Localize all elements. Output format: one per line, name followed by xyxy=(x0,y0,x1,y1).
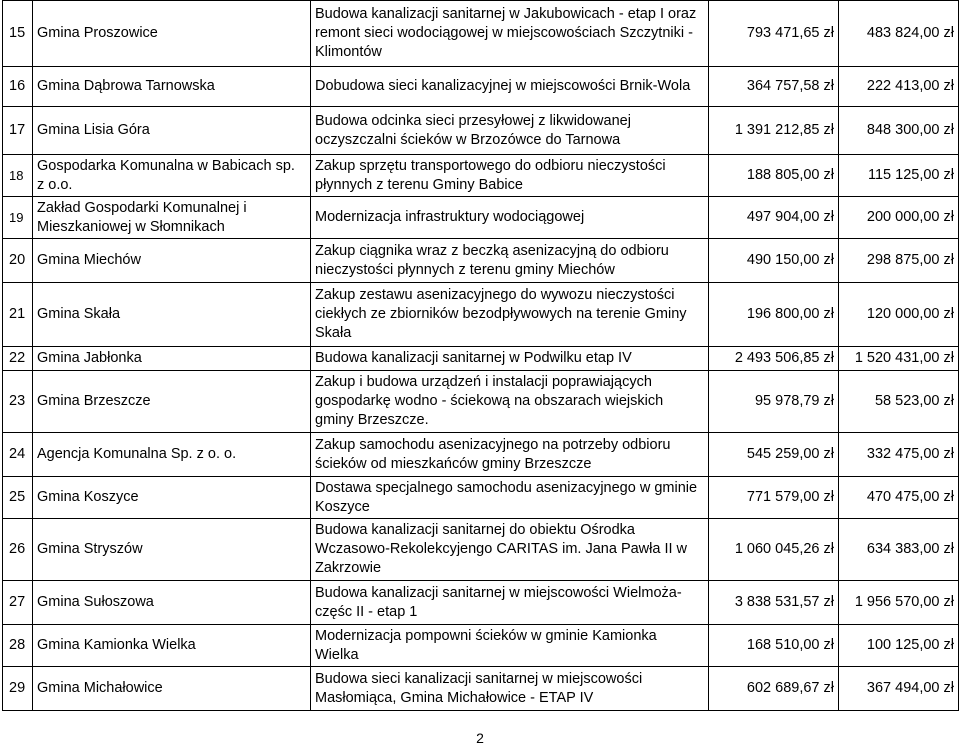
funding-table xyxy=(2,0,959,711)
grant-amount: 200 000,00 zł xyxy=(839,197,959,239)
row-number: 17 xyxy=(3,107,33,155)
row-number: 15 xyxy=(3,1,33,67)
beneficiary-name: Gmina Stryszów xyxy=(33,519,311,581)
table-row xyxy=(3,283,959,347)
row-number: 24 xyxy=(3,433,33,477)
task-description: Dobudowa sieci kanalizacyjnej w miejscowości Brnik-Wola xyxy=(311,67,709,107)
table-row xyxy=(3,371,959,433)
beneficiary-name: Gmina Kamionka Wielka xyxy=(33,625,311,667)
row-number: 18 xyxy=(3,155,33,197)
total-cost: 1 060 045,26 zł xyxy=(709,519,839,581)
grant-amount: 115 125,00 zł xyxy=(839,155,959,197)
table-row xyxy=(3,581,959,625)
table-row xyxy=(3,625,959,667)
task-description: Budowa odcinka sieci przesyłowej z likwidowanej oczyszczalni ścieków w Brzozówce do Tarnowa xyxy=(311,107,709,155)
total-cost: 490 150,00 zł xyxy=(709,239,839,283)
grant-amount: 1 956 570,00 zł xyxy=(839,581,959,625)
beneficiary-name: Gmina Miechów xyxy=(33,239,311,283)
grant-amount: 298 875,00 zł xyxy=(839,239,959,283)
grant-amount: 848 300,00 zł xyxy=(839,107,959,155)
row-number: 23 xyxy=(3,371,33,433)
table-row xyxy=(3,107,959,155)
beneficiary-name: Gmina Koszyce xyxy=(33,477,311,519)
table-row xyxy=(3,239,959,283)
task-description: Zakup i budowa urządzeń i instalacji poprawiających gospodarkę wodno - ściekową na obszarach wiejskich gminy Brzeszcze. xyxy=(311,371,709,433)
total-cost: 3 838 531,57 zł xyxy=(709,581,839,625)
table-row xyxy=(3,67,959,107)
grant-amount: 222 413,00 zł xyxy=(839,67,959,107)
grant-amount: 634 383,00 zł xyxy=(839,519,959,581)
total-cost: 168 510,00 zł xyxy=(709,625,839,667)
table-row xyxy=(3,519,959,581)
grant-amount: 470 475,00 zł xyxy=(839,477,959,519)
total-cost: 771 579,00 zł xyxy=(709,477,839,519)
total-cost: 545 259,00 zł xyxy=(709,433,839,477)
row-number: 28 xyxy=(3,625,33,667)
grant-amount: 1 520 431,00 zł xyxy=(839,347,959,371)
page-number: 2 xyxy=(476,730,484,746)
task-description: Budowa sieci kanalizacji sanitarnej w miejscowości Masłomiąca, Gmina Michałowice - ETAP IV xyxy=(311,667,709,711)
table-row xyxy=(3,155,959,197)
grant-amount: 100 125,00 zł xyxy=(839,625,959,667)
beneficiary-name: Gmina Jabłonka xyxy=(33,347,311,371)
row-number: 19 xyxy=(3,197,33,239)
task-description: Zakup sprzętu transportowego do odbioru nieczystości płynnych z terenu Gminy Babice xyxy=(311,155,709,197)
beneficiary-name: Gmina Sułoszowa xyxy=(33,581,311,625)
grant-amount: 483 824,00 zł xyxy=(839,1,959,67)
table-row xyxy=(3,667,959,711)
total-cost: 364 757,58 zł xyxy=(709,67,839,107)
row-number: 27 xyxy=(3,581,33,625)
row-number: 29 xyxy=(3,667,33,711)
grant-amount: 367 494,00 zł xyxy=(839,667,959,711)
table-row xyxy=(3,477,959,519)
task-description: Budowa kanalizacji sanitarnej do obiektu Ośrodka Wczasowo-Rekolekcyjengo CARITAS im. Jana Pawła II w Zakrzowie xyxy=(311,519,709,581)
row-number: 20 xyxy=(3,239,33,283)
grant-amount: 58 523,00 zł xyxy=(839,371,959,433)
task-description: Budowa kanalizacji sanitarnej w Podwilku etap IV xyxy=(311,347,709,371)
row-number: 22 xyxy=(3,347,33,371)
grant-amount: 332 475,00 zł xyxy=(839,433,959,477)
task-description: Zakup zestawu asenizacyjnego do wywozu nieczystości ciekłych ze zbiorników bezodpływowych na terenie Gminy Skała xyxy=(311,283,709,347)
row-number: 16 xyxy=(3,67,33,107)
beneficiary-name: Gmina Dąbrowa Tarnowska xyxy=(33,67,311,107)
task-description: Budowa kanalizacji sanitarnej w Jakubowicach - etap I oraz remont sieci wodociągowej w miejscowościach Szczytniki - Klimontów xyxy=(311,1,709,67)
table-row xyxy=(3,1,959,67)
beneficiary-name: Agencja Komunalna Sp. z o. o. xyxy=(33,433,311,477)
total-cost: 188 805,00 zł xyxy=(709,155,839,197)
table-row xyxy=(3,347,959,371)
beneficiary-name: Gmina Proszowice xyxy=(33,1,311,67)
total-cost: 2 493 506,85 zł xyxy=(709,347,839,371)
table-row xyxy=(3,197,959,239)
total-cost: 497 904,00 zł xyxy=(709,197,839,239)
beneficiary-name: Gmina Brzeszcze xyxy=(33,371,311,433)
total-cost: 602 689,67 zł xyxy=(709,667,839,711)
task-description: Zakup samochodu asenizacyjnego na potrzeby odbioru ścieków od mieszkańców gminy Brzeszcze xyxy=(311,433,709,477)
total-cost: 196 800,00 zł xyxy=(709,283,839,347)
task-description: Dostawa specjalnego samochodu asenizacyjnego w gminie Koszyce xyxy=(311,477,709,519)
grant-amount: 120 000,00 zł xyxy=(839,283,959,347)
beneficiary-name: Zakład Gospodarki Komunalnej i Mieszkaniowej w Słomnikach xyxy=(33,197,311,239)
total-cost: 1 391 212,85 zł xyxy=(709,107,839,155)
task-description: Budowa kanalizacji sanitarnej w miejscowości Wielmoża-częśc II - etap 1 xyxy=(311,581,709,625)
row-number: 21 xyxy=(3,283,33,347)
total-cost: 95 978,79 zł xyxy=(709,371,839,433)
beneficiary-name: Gmina Michałowice xyxy=(33,667,311,711)
beneficiary-name: Gospodarka Komunalna w Babicach sp. z o.o. xyxy=(33,155,311,197)
row-number: 26 xyxy=(3,519,33,581)
task-description: Zakup ciągnika wraz z beczką asenizacyjną do odbioru nieczystości płynnych z terenu gminy Miechów xyxy=(311,239,709,283)
task-description: Modernizacja infrastruktury wodociągowej xyxy=(311,197,709,239)
table-row xyxy=(3,433,959,477)
task-description: Modernizacja pompowni ścieków w gminie Kamionka Wielka xyxy=(311,625,709,667)
beneficiary-name: Gmina Lisia Góra xyxy=(33,107,311,155)
beneficiary-name: Gmina Skała xyxy=(33,283,311,347)
total-cost: 793 471,65 zł xyxy=(709,1,839,67)
row-number: 25 xyxy=(3,477,33,519)
